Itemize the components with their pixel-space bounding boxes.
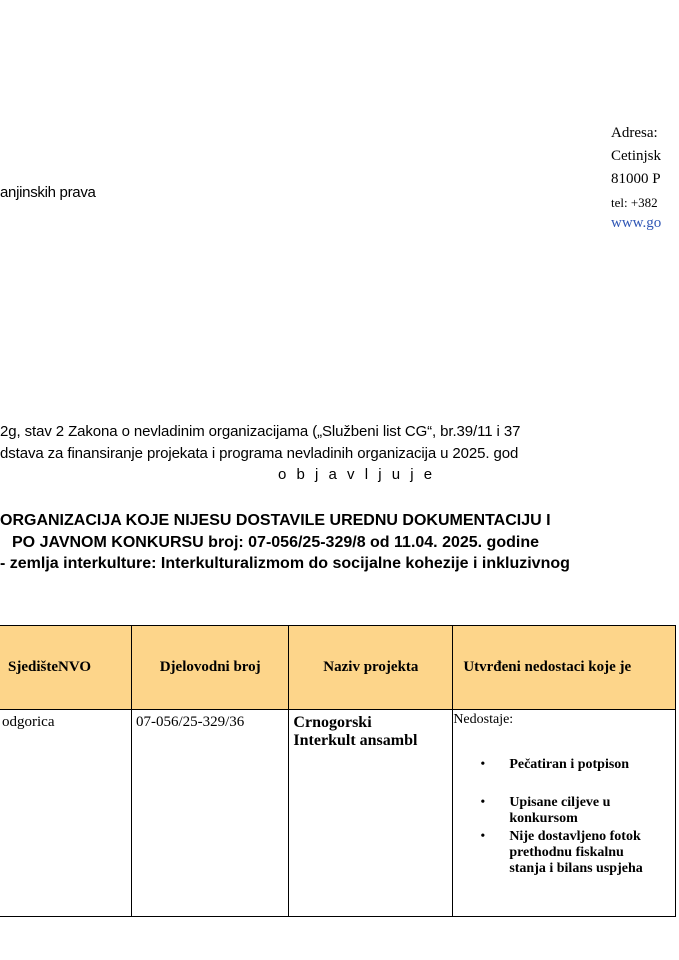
address-city: 81000 P bbox=[611, 171, 661, 187]
deficiency-list bbox=[453, 757, 675, 877]
project-name bbox=[289, 710, 452, 750]
address-street: Cetinjsk bbox=[611, 148, 662, 164]
website-link[interactable]: www.go bbox=[611, 215, 662, 231]
deficiencies-table bbox=[0, 625, 676, 917]
ministry-name: anjinskih prava bbox=[0, 184, 96, 201]
address-phone: tel: +382 bbox=[611, 195, 658, 210]
column-header-project: Naziv projekta bbox=[289, 626, 453, 710]
cell-project bbox=[289, 710, 453, 917]
cell-number bbox=[131, 710, 288, 917]
table-row bbox=[0, 710, 676, 917]
intro-line-1: 2g, stav 2 Zakona o nevladinim organizacijama („Službeni list CG“, br.39/11 i 37 bbox=[0, 423, 521, 440]
deficiency-item: • Upisane ciljeve u konkursom bbox=[453, 795, 675, 827]
project-name-line-1: Crnogorski bbox=[293, 714, 372, 731]
cell-deficiencies bbox=[453, 710, 676, 917]
deficiency-item: • Pečatiran i potpison bbox=[453, 757, 675, 773]
column-header-deficiencies: Utvrđeni nedostaci koje je bbox=[453, 626, 676, 710]
project-name-line-2: Interkult ansambl bbox=[293, 732, 418, 749]
publishes-label: o b j a v l j u j e bbox=[278, 466, 436, 483]
seat-value: odgorica bbox=[2, 714, 55, 730]
deficiency-label: Nedostaje: bbox=[453, 712, 514, 727]
deficiency-item: • Nije dostavljeno fotok prethodnu fiskalnu stanja i bilans uspjeha bbox=[453, 829, 675, 877]
heading-line-2: PO JAVNOM KONKURSU broj: 07-056/25-329/8 od 11.04. 2025. godine bbox=[12, 534, 539, 551]
number-value: 07-056/25-329/36 bbox=[135, 714, 245, 730]
address-label: Adresa: bbox=[611, 125, 658, 141]
table-header-row bbox=[0, 626, 676, 710]
heading-line-1: ORGANIZACIJA KOJE NIJESU DOSTAVILE UREDNU DOKUMENTACIJU I bbox=[0, 512, 551, 529]
column-header-seat: SjedišteNVO bbox=[0, 626, 131, 710]
column-header-number: Djelovodni broj bbox=[131, 626, 288, 710]
heading-line-3: - zemlja interkulture: Interkulturalizmom do socijalne kohezije i inkluzivnog bbox=[0, 555, 570, 572]
cell-seat bbox=[0, 710, 131, 917]
intro-line-2: dstava za finansiranje projekata i programa nevladinih organizacija u 2025. god bbox=[0, 445, 519, 462]
